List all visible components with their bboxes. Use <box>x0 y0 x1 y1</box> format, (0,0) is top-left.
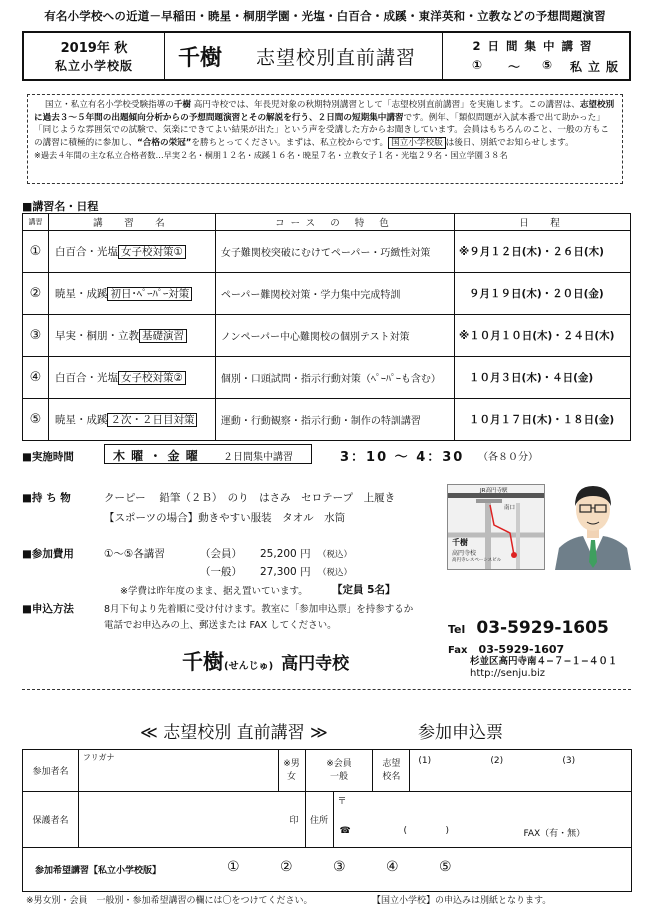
row-schools: 早実・桐朋・立教 <box>54 330 139 342</box>
schedule-days: 木 曜 ・ 金 曜 <box>113 449 199 463</box>
intro-text-a: 国立・私立有名小学校受験指導の <box>44 100 174 110</box>
year-season: 2019年 秋 <box>60 41 128 56</box>
intro-box <box>27 94 623 184</box>
contact-tel <box>448 618 609 638</box>
phone-paren-close: ) <box>445 826 450 836</box>
map-school-name: 千樹 <box>452 538 468 547</box>
schedule-days-box <box>104 444 312 464</box>
child-name-field[interactable] <box>78 750 278 792</box>
row-date: ９月１９日(木)・２０日(金) <box>455 273 631 315</box>
choice-2: (2) <box>490 756 504 766</box>
fees-member-price: 25,200 円 <box>260 548 311 560</box>
school-name: 千樹 <box>182 649 224 674</box>
row-course-name: 初日･ﾍﾟｰﾊﾟｰ対策 <box>107 287 192 301</box>
row-schools: 暁星・成蹊 <box>54 414 108 426</box>
course-section-title: ■講習名・日程 <box>22 200 99 213</box>
course-table-header <box>23 214 631 231</box>
range-tilde: ～ <box>508 60 521 74</box>
row-course-name: 女子校対策② <box>118 371 186 385</box>
row-feature: 運動・行動観察・指示行動・制作の特訓講習 <box>215 399 454 441</box>
intro-boxed: 国立小学校版 <box>388 137 446 149</box>
row-schools: 白百合・光塩 <box>54 246 118 258</box>
fax-label: Fax <box>448 645 468 656</box>
map-exit: 南口 <box>504 505 516 511</box>
table-row <box>23 399 631 441</box>
school-choice-field[interactable] <box>410 750 632 792</box>
choice-3: (3) <box>562 756 576 766</box>
map-school-note: 高円寺レスペーシスビル <box>452 558 502 563</box>
row-num: ④ <box>23 357 49 399</box>
row-date: ※９月１２日(木)・２６日(木) <box>455 231 631 273</box>
desired-option-1[interactable]: ① <box>227 859 240 875</box>
belongings-sports: 【スポーツの場合】動きやすい服装 タオル 水筒 <box>104 512 346 524</box>
row-feature: ペーパー難関校対策・学力集中完成特訓 <box>215 273 454 315</box>
desired-courses-label: 参加希望講習【私立小学校版】 <box>35 866 162 876</box>
cut-line <box>22 689 631 690</box>
header-box <box>22 31 631 81</box>
intro-note: ※過去４年間の主な私立合格者数…早実２名・桐朋１２名・成蹊１６名・暁星７名・立教女子１名・光塩２９名・国立学園３８名 <box>34 150 508 161</box>
gender-field[interactable]: ※男 女 <box>278 750 305 792</box>
row-num: ② <box>23 273 49 315</box>
range-start: ① <box>472 58 483 72</box>
child-name-label: 参加者名 <box>23 750 79 792</box>
row-num: ③ <box>23 315 49 357</box>
col-header-date: 日 程 <box>455 214 631 231</box>
address-label: 住所 <box>305 792 333 848</box>
schedule-days-note: ２日間集中講習 <box>223 452 293 463</box>
row-name <box>48 357 215 399</box>
row-name <box>48 399 215 441</box>
fax-yes-no: FAX（有・無） <box>523 829 586 839</box>
fax-number: 03-5929-1607 <box>478 643 565 656</box>
col-header-name: 講 習 名 <box>48 214 215 231</box>
row-date: １０月３日(木)・４日(金) <box>455 357 631 399</box>
fees-tax: （税込） <box>318 550 353 560</box>
school-branch: 高円寺校 <box>281 654 350 674</box>
intro-text-b: 高円寺校では、年長児対象の秋期特別講習として「志望校別直前講習」を実施します。この講習は、 <box>191 100 580 110</box>
range-label: 私立版 <box>570 60 625 74</box>
phone-paren-open: ( <box>403 826 408 836</box>
fees-tax-2: （税込） <box>318 568 353 578</box>
teacher-figure <box>553 482 633 570</box>
fees-member-label: （会員） <box>200 548 242 560</box>
row-name <box>48 315 215 357</box>
member-field[interactable]: ※会員 一般 <box>305 750 373 792</box>
phone-icon: ☎ <box>339 826 351 836</box>
row-feature: 個別・口頭試問・指示行動対策（ﾍﾟｰﾊﾟｰも含む） <box>215 357 454 399</box>
top-headline: 有名小学校への近道－早稲田・暁星・桐朋学園・光塩・白百合・成蹊・東洋英和・立教などの予想問題演習 <box>44 9 606 23</box>
header-right-cell <box>442 33 629 79</box>
form-row-guardian <box>23 792 632 848</box>
intro-text-d: を勝ちとってください。まずは、私立校からです。 <box>191 137 389 148</box>
desired-option-4[interactable]: ④ <box>386 859 399 875</box>
form-row-desired <box>23 848 632 892</box>
application-form <box>22 749 632 892</box>
row-feature: 女子難関校突破にむけてペーパー・巧緻性対策 <box>215 231 454 273</box>
row-schools: 白百合・光塩 <box>54 372 118 384</box>
row-course-name: ２次・２日目対策 <box>107 413 197 427</box>
page-title: 志望校別直前講習 <box>256 47 417 69</box>
address-field[interactable] <box>333 792 632 848</box>
choice-1: (1) <box>418 756 432 766</box>
fees-general-label: （一般） <box>200 566 242 578</box>
row-num: ① <box>23 231 49 273</box>
desired-option-3[interactable]: ③ <box>333 859 346 875</box>
row-course-name: 基礎演習 <box>139 329 187 343</box>
apply-line2: 電話でお申込みの上、郵送または FAX してください。 <box>104 620 337 631</box>
row-schools: 暁星・成蹊 <box>54 288 108 300</box>
row-name <box>48 231 215 273</box>
desired-courses-field <box>23 848 632 892</box>
range-end: ⑤ <box>542 58 553 72</box>
table-row <box>23 315 631 357</box>
seal-mark: 印 <box>289 816 299 826</box>
contact-address: 杉並区高円寺南４−７−１−４０１ <box>470 656 618 667</box>
school-reading: (せんじゅ) <box>224 661 274 672</box>
tel-number: 03-5929-1605 <box>476 618 609 638</box>
school-signature <box>182 646 349 676</box>
intensive-label: 2日間集中講習 <box>472 39 599 53</box>
col-header-num: 講習 <box>23 214 49 231</box>
intro-bold-2: “合格の栄冠” <box>137 137 192 148</box>
brand-logo: 千樹 <box>178 45 223 71</box>
map-school-branch: 高円寺校 <box>452 550 477 557</box>
intro-brand: 千樹 <box>173 100 192 110</box>
schedule-duration: （各８０分） <box>478 452 538 463</box>
tel-label: Tel <box>448 623 466 636</box>
guardian-name-label: 保護者名 <box>23 792 79 848</box>
table-row <box>23 231 631 273</box>
form-footnote-left: ※男女別・会員 一般別・参加希望講習の欄には〇をつけてください。 <box>26 896 313 906</box>
school-choice-label: 志望 校名 <box>373 750 410 792</box>
table-row <box>23 273 631 315</box>
edition-label: 私立小学校版 <box>54 59 133 73</box>
form-footnote-right: 【国立小学校】の申込みは別紙となります。 <box>372 896 552 906</box>
table-row <box>23 357 631 399</box>
row-name <box>48 273 215 315</box>
fees-general-price: 27,300 円 <box>260 566 311 578</box>
intro-text-e: は後日、別紙でお知らせします。 <box>445 137 574 148</box>
form-title-right: 参加申込票 <box>418 723 503 743</box>
fees-note: ※学費は昨年度のまま、据え置いています。 <box>120 586 308 597</box>
map-station: JR高円寺駅 <box>480 488 508 494</box>
fees-courses: ①～⑤各講習 <box>104 548 165 560</box>
guardian-name-field[interactable] <box>78 792 305 848</box>
intro-bold: 志望校別に過去３～５年間の出題傾向分析からの予想問題演習とその解説を行う、２日間の短期集中講習 <box>34 100 615 123</box>
row-date: ※１０月１０日(木)・２４日(木) <box>455 315 631 357</box>
schedule-time: 3：10 ～ 4：30 <box>340 450 465 465</box>
col-header-feature: コース の 特 色 <box>215 214 454 231</box>
schedule-label: ■実施時間 <box>22 451 74 463</box>
header-title-cell <box>164 33 443 79</box>
row-date: １０月１７日(木)・１８日(金) <box>455 399 631 441</box>
apply-label: ■申込方法 <box>22 603 74 615</box>
course-table <box>22 213 631 441</box>
apply-line1: 8月下旬より先着順に受け付けます。教室に「参加申込票」を持参するか <box>104 604 414 615</box>
desired-option-2[interactable]: ② <box>280 859 293 875</box>
furigana-label: フリガナ <box>82 753 115 762</box>
row-feature: ノンペーパー中心難関校の個別テスト対策 <box>215 315 454 357</box>
belongings-items: クーピー 鉛筆（２Ｂ） のり はさみ セロテープ 上履き <box>104 492 396 504</box>
belongings-label: ■持 ち 物 <box>22 492 71 504</box>
intro-text-c: です。例年、「類似問題が入試本番で出て助かった」「同じような雰囲気での試験で、気楽にできてよい結果が出た」という声を受講した方からお聞きしています。会員はもちろんのこと、一般の方もこの講習に積極的に参加し、 <box>34 112 609 148</box>
teacher-illustration <box>553 482 633 570</box>
fees-label: ■参加費用 <box>22 548 74 560</box>
form-row-child <box>23 750 632 792</box>
row-num: ⑤ <box>23 399 49 441</box>
contact-url[interactable]: http://senju.biz <box>470 668 546 679</box>
row-course-name: 女子校対策① <box>118 245 186 259</box>
desired-option-5[interactable]: ⑤ <box>439 859 452 875</box>
header-left-cell <box>24 33 165 79</box>
form-title-left: ≪ 志望校別 直前講習 ≫ <box>140 723 328 743</box>
intro-paragraph <box>34 99 616 149</box>
access-map <box>447 484 545 570</box>
fees-capacity: 【定員 5名】 <box>332 584 396 596</box>
postal-mark: 〒 <box>337 797 347 807</box>
